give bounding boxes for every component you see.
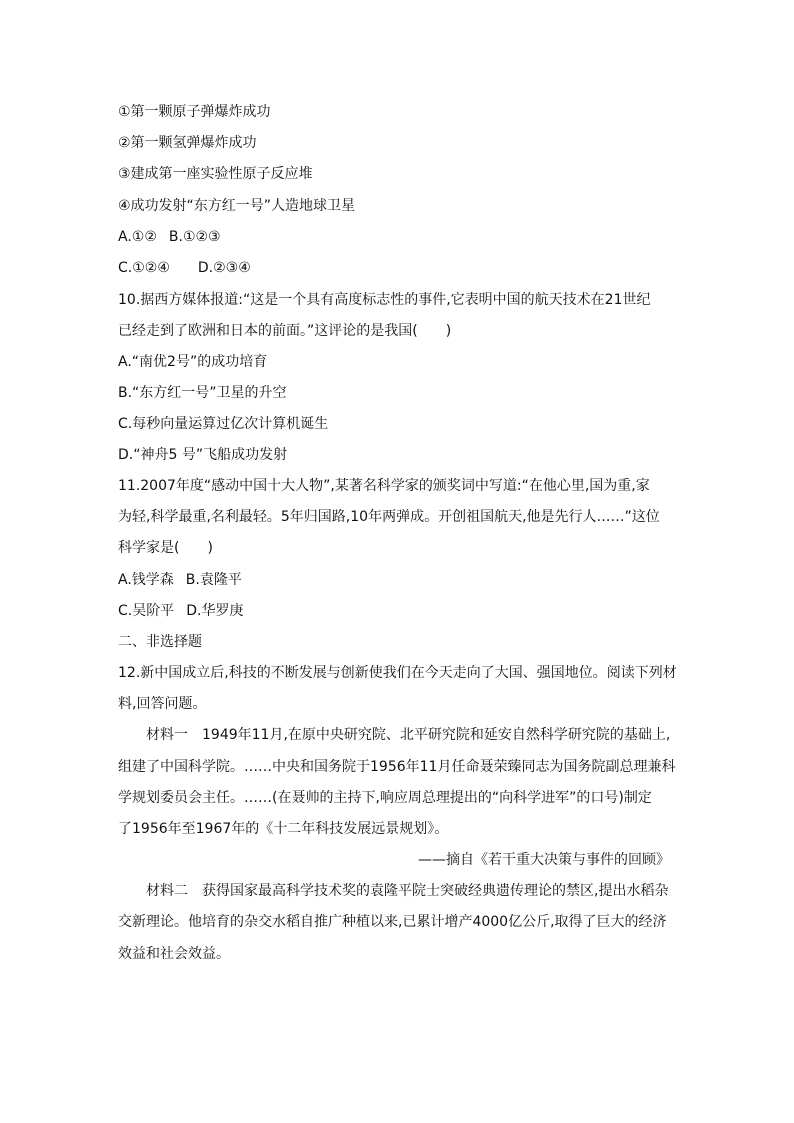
q9-options-row-2 — [118, 258, 251, 278]
q12-material-2-line-2: 交新理论。他培育的杂交水稻自推广种植以来,已累计增产4000亿公斤,取得了巨大的经济 — [118, 914, 667, 930]
q9-item-4: ④成功发射“东方红一号”人造地球卫星 — [118, 198, 356, 214]
q9-item-2: ②第一颗氢弹爆炸成功 — [118, 135, 257, 151]
q12-material-1-line-1: 材料一 1949年11月,在原中央研究院、北平研究院和延安自然科学研究院的基础上, — [146, 727, 671, 743]
q12-material-1-line-4: 了1956年至1967年的《十二年科技发展远景规划》。 — [118, 821, 449, 837]
q11-stem-line-2: 为轻,科学最重,名利最轻。5年归国路,10年两弹成。开创祖国航天,他是先行人……”这位 — [118, 509, 660, 525]
q12-material-2-line-1: 材料二 获得国家最高科学技术奖的袁隆平院士突破经典遗传理论的禁区,提出水稻杂 — [146, 883, 669, 899]
q10-option-c: C.每秒向量运算过亿次计算机诞生 — [118, 416, 329, 432]
q10-stem-line-2: 已经走到了欧洲和日本的前面。”这评论的是我国( ) — [118, 323, 452, 339]
q9-option-d: D.②③④ — [197, 260, 251, 276]
q11-stem-line-1: 11.2007年度“感动中国十大人物”,某著名科学家的颁奖词中写道:“在他心里,国为重,家 — [118, 478, 650, 494]
q10-stem-line-1: 10.据西方媒体报道:“这是一个具有高度标志性的事件,它表明中国的航天技术在21世纪 — [118, 292, 651, 308]
q11-options-row-1 — [118, 570, 242, 590]
q10-option-d: D.“神舟5 号”飞船成功发射 — [118, 447, 288, 463]
q9-option-a: A.①② — [118, 229, 157, 245]
q11-option-b: B.袁隆平 — [185, 572, 242, 588]
q9-option-c: C.①②④ — [118, 260, 170, 276]
q11-option-d: D.华罗庚 — [186, 603, 244, 619]
q9-options-row-1 — [118, 227, 221, 247]
q10-option-a: A.“南优2号”的成功培育 — [118, 354, 268, 370]
q12-stem-line-1: 12.新中国成立后,科技的不断发展与创新使我们在今天走向了大国、强国地位。阅读下列材 — [118, 665, 677, 681]
q12-material-1-line-3: 学规划委员会主任。……(在聂帅的主持下,响应周总理提出的“向科学进军”的口号)制定 — [118, 790, 652, 806]
q11-option-a: A.钱学森 — [118, 572, 174, 588]
section-heading: 二、非选择题 — [118, 634, 202, 650]
q12-material-2-line-3: 效益和社会效益。 — [118, 946, 230, 962]
q9-item-3: ③建成第一座实验性原子反应堆 — [118, 166, 313, 182]
q12-stem-line-2: 料,回答问题。 — [118, 696, 207, 712]
q11-option-c: C.吴阶平 — [118, 603, 175, 619]
q12-material-1-line-2: 组建了中国科学院。……中央和国务院于1956年11月任命聂荣臻同志为国务院副总理兼科 — [118, 759, 676, 775]
q11-stem-line-3: 科学家是( ) — [118, 540, 213, 556]
q9-item-1: ①第一颗原子弹爆炸成功 — [118, 104, 271, 120]
q12-material-1-source: ——摘自《若干重大决策与事件的回顾》 — [418, 852, 670, 868]
q11-options-row-2 — [118, 601, 243, 621]
q9-option-b: B.①②③ — [168, 229, 221, 245]
q10-option-b: B.“东方红一号”卫星的升空 — [118, 385, 287, 401]
